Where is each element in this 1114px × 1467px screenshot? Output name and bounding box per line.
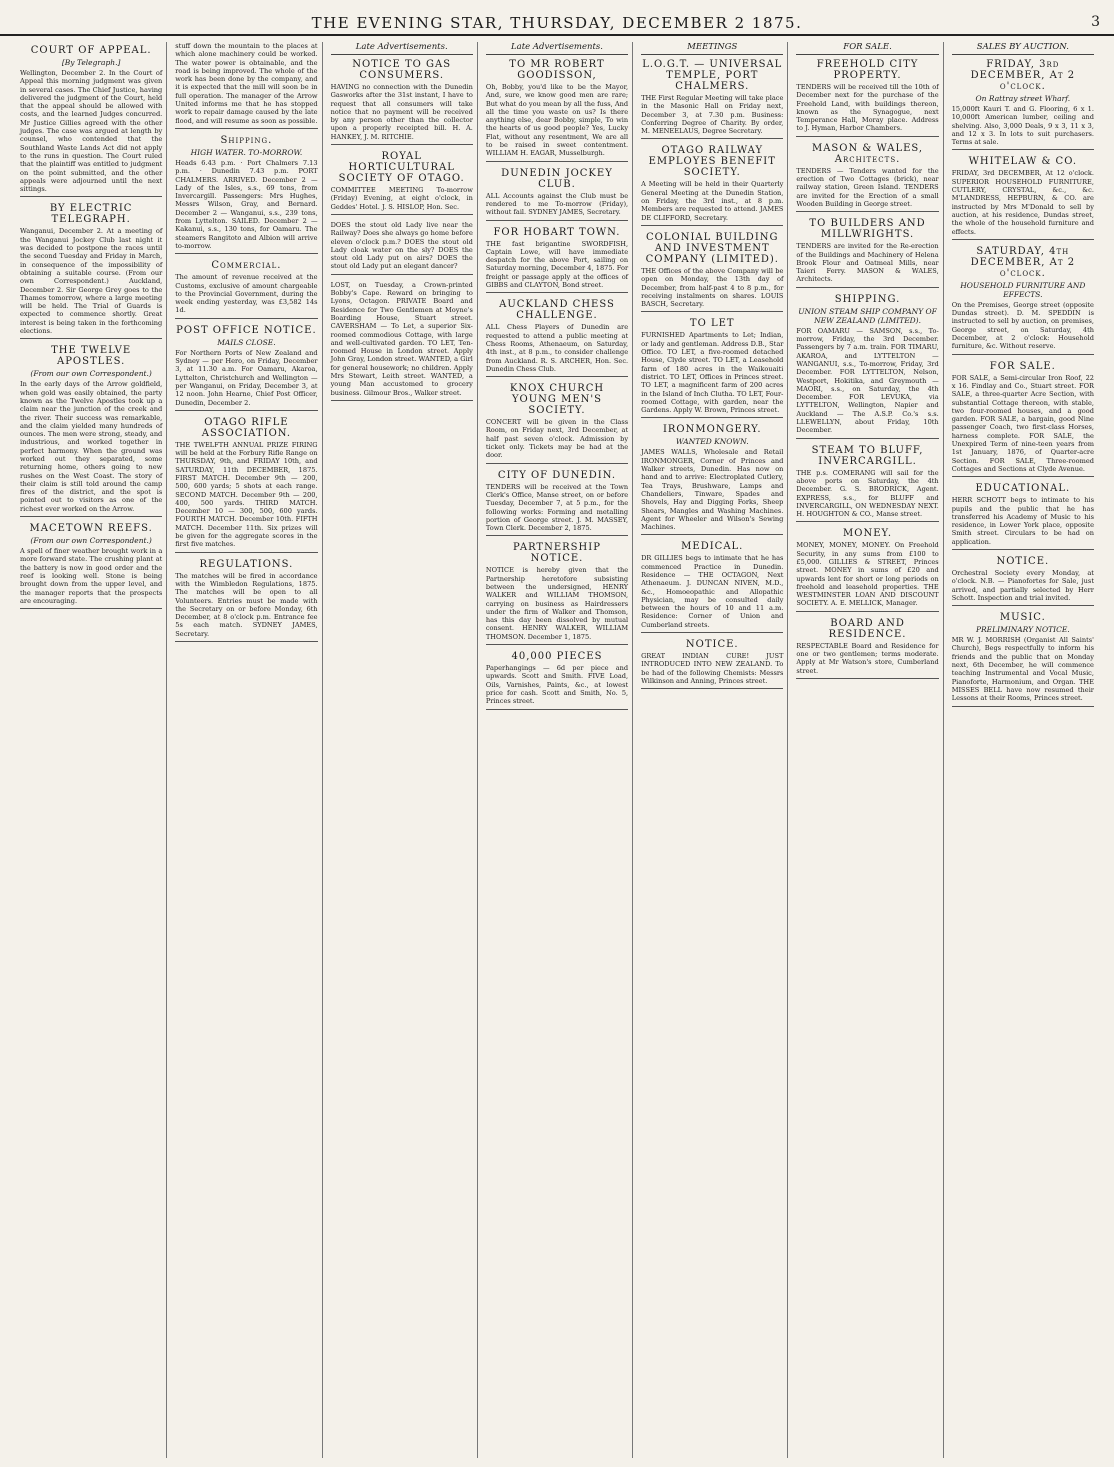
section-divider <box>486 220 628 221</box>
section-title: BY ELECTRIC TELEGRAPH. <box>49 203 133 226</box>
section-title: ROYAL HORTICULTURAL SOCIETY OF OTAGO. <box>338 151 465 185</box>
section-subtitle: On Rattray street Wharf. <box>975 94 1071 103</box>
section-title: REGULATIONS. <box>199 558 294 570</box>
article-section <box>20 45 162 197</box>
section-title: OTAGO RIFLE ASSOCIATION. <box>201 416 292 439</box>
section-title: NOTICE. <box>685 639 739 651</box>
section-body: THE Offices of the above Company will be open on Monday, the 13th day of December, from half-past 4 to 8 p.m., for receiving instalments on shares. LOUIS BASCH, Secretary. <box>641 266 784 309</box>
section-body: FOR OAMARU — SAMSON, s.s., To-morrow, Friday, the 3rd December. Passengers by 7 a.m. train. FOR TIMARU, AKAROA, and LYTTELTON — WANGANUI, s.s., To-morrow, Friday, 3rd December. FOR LYTTELTON, Nelson, Westport, Hokitika, and Greymouth — MAORI, s.s., on Saturday, the 4th December. FOR LEVUKA, via LYTTELTON, Wellington, Napier and Auckland — The A.S.P. Co.'s s.s. LLEWELLYN, about Friday, 10th December. <box>796 326 939 435</box>
section-title: IRONMONGERY. <box>662 424 762 436</box>
section-subtitle: HIGH WATER. TO-MORROW. <box>190 147 303 157</box>
section-divider <box>331 214 473 215</box>
column-6 <box>792 42 943 1458</box>
section-body: LOST, on Tuesday, a Crown-printed Bobby's Cape. Reward on bringing to Lyons, Octagon. PRIVATE Board and Residence for Two Gentlemen at Moyne's Boarding House, Stuart street. CAVERSHAM — To Let, a superior Six-roomed commodious Cottage, with large and well-cultivated garden. TO LET, Ten-roomed House in London street. Apply John Gray, London street. WANTED, a Girl for general housework; no children. Apply Mrs Stewart, Leith street. WANTED, a young Man accustomed to grocery business. Gilmour Bros., Walker street. <box>330 280 473 397</box>
section-body: stuff down the mountain to the places at which alone machinery could be worked. The water power is obtainable, and the road is being improved. The whole of the work has been done by the company, and it is expected that the mill will soon be in full operation. The manager of the Arrow United informs me that he has stopped work to repair damage caused by the late flood, and will resume as soon as possible. <box>175 42 318 125</box>
section-divider <box>952 239 1094 240</box>
section-body: MONEY, MONEY, MONEY. On Freehold Security, in any sums from £100 to £5,000. GILLIES & STREET, Princes street. MONEY in sums of £20 and upwards lent for short or long periods on freehold and leasehold properties. THE WESTMINSTER LOAN AND DISCOUNT SOCIETY. A. E. MELLICK, Manager. <box>796 541 939 608</box>
article-section <box>20 203 162 339</box>
section-divider <box>175 253 317 254</box>
section-body: TENDERS will be received till the 10th of December next for the purchase of the Freehold Land, with buildings thereon, known as the Synagogue, next Temperance Hall, Moray place. Address to J. Hyman, Harbor Chambers. <box>796 83 939 133</box>
section-body: THE fast brigantine SWORDFISH, Captain Lowe, will have immediate despatch for the above Port, sailing on Saturday morning, December 4, 1875. For freight or passage apply at the offices of GIBBS and CLAYTON, Bond street. <box>485 239 629 290</box>
article-section <box>486 227 628 294</box>
section-body: Wanganui, December 2. At a meeting of the Wanganui Jockey Club last night it was decided to postpone the races until the second Tuesday and Friday in March, in consequence of the impossibility of obtaining a suitable course. (From our own Correspondent.) Auckland, December 2. Sir George Grey goes to the Thames tomorrow, where a large meeting will be held. The Trial of Guards is expected to commence shortly. Great interest is being taken in the forthcoming elections. <box>20 227 163 336</box>
columns-container <box>16 42 1098 1458</box>
column-5 <box>637 42 788 1458</box>
column-heading: FOR SALE. <box>796 42 938 55</box>
section-title: POST OFFICE NOTICE. <box>176 324 317 336</box>
section-divider <box>20 338 162 339</box>
section-divider <box>796 136 938 137</box>
section-body: ALL Accounts against the Club must be rendered to me To-morrow (Friday), without fail. SYDNEY JAMES, Secretary. <box>485 191 629 217</box>
section-divider <box>641 632 783 633</box>
column-heading: Late Advertisements. <box>331 42 473 55</box>
section-body: MR W. J. MORRISH (Organist All Saints' Church), Begs respectfully to inform his friends and the public that on Monday next, 6th December, he will commence teaching Instrumental and Vocal Music, Pianoforte, Harmonium, and Organ. THE MISSES BELL have now resumed their Lessons at their Rooms, Princes street. <box>951 636 1094 703</box>
article-section <box>486 59 628 162</box>
section-subtitle: WANTED KNOWN. <box>675 437 749 447</box>
column-4 <box>482 42 633 1458</box>
article-section <box>486 651 628 709</box>
section-divider <box>952 476 1094 477</box>
section-title: STEAM TO BLUFF, INVERCARGILL. <box>811 444 924 467</box>
article-section <box>175 42 317 129</box>
section-title: NOTICE. <box>996 555 1050 567</box>
section-body: FURNISHED Apartments to Let; Indian, or lady and gentleman. Address D.B., Star Office. TO LET, a five-roomed detached House, Clyde street. TO LET, a Leasehold farm of 180 acres in the Waikouaiti district. TO LET, Offices in Princes street. TO LET, a magnificent farm of 200 acres in the Island of Inch Clutha. TO LET, Four-roomed Cottage, with garden, near the Gardens. Apply W. Brown, Princes street. <box>641 331 784 415</box>
section-divider <box>486 376 628 377</box>
section-divider <box>952 354 1094 355</box>
section-subtitle: (From our own Correspondent.) <box>30 536 152 546</box>
section-divider <box>486 161 628 162</box>
section-body: A spell of finer weather brought work in a more forward state. The crushing plant at the battery is now in good order and the reef is looking well. Stone is being brought down from the upper level, and the manager reports that the prospects are encouraging. <box>20 547 163 605</box>
section-body: THE TWELFTH ANNUAL PRIZE FIRING will be held at the Forbury Rifle Range on THURSDAY, 9th, and FRIDAY 10th, and SATURDAY, 11th DECEMBER, 1875. FIRST MATCH. December 9th — 200, 500, 600 yards; 5 shots at each range. SECOND MATCH. December 9th — 200, 400, 500 yards. THIRD MATCH. December 10 — 300, 500, 600 yards. FOURTH MATCH. December 10th. FIFTH MATCH. December 11th. Six prizes will be given for the aggregate scores in the first five matches. <box>175 440 318 549</box>
section-divider <box>331 274 473 275</box>
article-section <box>331 281 473 401</box>
section-body: A Meeting will be held in their Quarterly General Meeting at the Dunedin Station, on Friday, the 3rd inst., at 8 p.m. Members are requested to attend. JAMES DE CLIFFORD, Secretary. <box>641 180 784 222</box>
article-section <box>331 221 473 275</box>
section-divider <box>486 709 628 710</box>
section-divider <box>20 608 162 609</box>
section-divider <box>952 706 1094 707</box>
section-divider <box>486 644 628 645</box>
section-divider <box>796 521 938 522</box>
section-divider <box>796 611 938 612</box>
section-body: TENDERS are invited for the Re-erection of the Buildings and Machinery of Helena Brook Flour and Oatmeal Mills, near Taieri Ferry. MASON & WALES, Architects. <box>796 242 939 284</box>
section-title: FRIDAY, 3rd DECEMBER, At 2 o'clock. <box>970 59 1076 92</box>
section-body: Wellington, December 2. In the Court of Appeal this morning judgment was given in several cases. The Chief Justice, having delivered the judgment of the Court, held that the appeal should be allowed with costs, and the learned Judges concurred. Mr Justice Gillies agreed with the other judges. The case was argued at length by counsel, who contended that the Southland Waste Lands Act did not apply to the runs in question. The Court ruled that the plaintiff was entitled to judgment on the point submitted, and the other appeals were adjourned until the next sittings. <box>20 69 163 194</box>
section-title: 40,000 PIECES <box>511 651 603 663</box>
newspaper-title: THE EVENING STAR, THURSDAY, DECEMBER 2 1875. <box>311 14 803 32</box>
article-section <box>175 260 317 318</box>
article-section <box>175 325 317 411</box>
article-section <box>796 143 938 212</box>
section-title: SATURDAY, 4th DECEMBER, At 2 o'clock. <box>970 245 1076 279</box>
column-3 <box>327 42 478 1458</box>
section-title: AUCKLAND CHESS CHALLENGE. <box>499 299 615 322</box>
article-section <box>952 483 1094 550</box>
section-divider <box>175 128 317 129</box>
section-divider <box>486 292 628 293</box>
article-section <box>952 246 1094 355</box>
section-title: TO LET <box>689 318 735 330</box>
section-title: PARTNERSHIP NOTICE. <box>513 542 601 565</box>
section-title: MEDICAL. <box>681 541 744 553</box>
article-section <box>486 299 628 377</box>
section-title: OTAGO RAILWAY EMPLOYES BENEFIT SOCIETY. <box>648 145 776 179</box>
section-title: WHITELAW & CO. <box>968 156 1077 168</box>
section-title: FREEHOLD CITY PROPERTY. <box>816 59 919 81</box>
section-divider <box>20 516 162 517</box>
section-title: MASON & WALES, Architects. <box>811 142 924 165</box>
section-divider <box>641 534 783 535</box>
column-1 <box>16 42 167 1458</box>
article-section <box>486 470 628 537</box>
section-body: In the early days of the Arrow goldfield, when gold was easily obtained, the party known as the Twelve Apostles took up a claim near the junction of the creek and the river. Their success was remarkable, and the claim yielded many hundreds of ounces. The men were strong, steady, and industrious, and worked together in perfect harmony. When the ground was worked out they separated, some returning home, others going to new rushes on the West Coast. The story of their claim is still told around the camp fires of the district, and the spot is pointed out to visitors as one of the richest ever worked on the Arrow. <box>20 380 163 513</box>
article-section <box>641 318 783 418</box>
section-body: DOES the stout old Lady live near the Railway? Does she always go home before eleven o'clock p.m.? DOES the stout old Lady cloak water on the sly? DOES the stout old Lady put on airs? DOES the stout old Lady put an elegant dancer? <box>330 220 473 271</box>
section-body: 15,000ft Kauri T. and G. Flooring, 6 x 1. 10,000ft American lumber, ceiling and shelving. Also, 3,000 Deals, 9 x 3, 11 x 3, and 12 x 3. In lots to suit purchasers. Terms at sale. <box>951 105 1094 147</box>
section-divider <box>641 138 783 139</box>
section-subtitle: HOUSEHOLD FURNITURE AND EFFECTS. <box>960 280 1086 299</box>
section-subtitle: MAILS CLOSE. <box>217 337 276 347</box>
article-section <box>952 612 1094 706</box>
section-title: Shipping. <box>220 134 273 146</box>
section-title: FOR HOBART TOWN. <box>493 226 621 238</box>
article-section <box>641 639 783 689</box>
section-divider <box>952 149 1094 150</box>
article-section <box>486 542 628 645</box>
article-section <box>486 383 628 463</box>
section-title: BOARD AND RESIDENCE. <box>828 617 907 640</box>
section-divider <box>175 641 317 642</box>
section-body: ALL Chess Players of Dunedin are requested to attend a public meeting at Chess Rooms, Athenaeum, on Saturday, 4th inst., at 8 p.m., to consider challenge from Auckland. R. S. ARCHER, Hon. Sec. Dunedin Chess Club. <box>485 323 629 373</box>
article-section <box>641 541 783 633</box>
section-divider <box>796 287 938 288</box>
section-body: CONCERT will be given in the Class Room, on Friday next, 3rd December, at half past seven o'clock. Admission by ticket only. Tickets may be had at the door. <box>485 418 629 460</box>
section-body: RESPECTABLE Board and Residence for one or two gentlemen; terms moderate. Apply at Mr Watson's store, Cumberland street. <box>796 641 939 675</box>
article-section <box>331 59 473 145</box>
section-divider <box>486 535 628 536</box>
section-subtitle: (From our own Correspondent.) <box>30 369 152 379</box>
section-title: TO MR ROBERT GOODISSON, <box>509 59 605 81</box>
article-section <box>796 528 938 611</box>
article-section <box>331 151 473 215</box>
article-section <box>796 618 938 679</box>
section-body: JAMES WALLS, Wholesale and Retail IRONMONGER, Corner of Princes and Walker streets, Dunedin. Has now on hand and to arrive: Electroplated Cutlery, Tea Trays, Brushware, Lamps and Chandeliers, Tinware, Spades and Shovels, Hay and Digging Forks, Sheep Shears, Mangles and Washing Machines. Agent for Wheeler and Wilson's Sewing Machines. <box>641 448 784 532</box>
article-section <box>796 294 938 439</box>
section-title: DUNEDIN JOCKEY CLUB. <box>501 167 613 190</box>
column-heading: MEETINGS <box>641 42 783 55</box>
article-section <box>796 59 938 137</box>
section-title: THE TWELVE APOSTLES. <box>51 345 132 368</box>
section-title: SHIPPING. <box>834 293 901 305</box>
article-section <box>20 523 162 609</box>
section-divider <box>641 225 783 226</box>
section-title: TO BUILDERS AND MILLWRIGHTS. <box>809 218 926 241</box>
section-body: Oh, Bobby, you'd like to be the Mayor, And, sure, we know good men are rare; But what do you mean by all the fuss, And all the time you waste on us? Is there anything else, dear Bobby, simple, To win the hearts of us good people? Yes, Lucky Flat, without any resentment, We are all to be raised in sweet contentment. WILLIAM H. EAGAR, Musselburgh. <box>485 83 629 158</box>
section-divider <box>331 144 473 145</box>
article-section <box>175 417 317 553</box>
section-title: L.O.G.T. — UNIVERSAL TEMPLE, PORT CHALMERS. <box>642 59 783 92</box>
section-divider <box>641 417 783 418</box>
section-body: Orchestral Society every Monday, at o'clock. N.B. — Pianofortes for Sale, just arrived, and partially selected by Herr Schott. Inspection and trial invited. <box>951 568 1094 602</box>
section-subtitle: [By Telegraph.] <box>61 58 121 67</box>
section-title: MACETOWN REEFS. <box>29 523 153 535</box>
column-heading: Late Advertisements. <box>486 42 628 55</box>
section-title: CITY OF DUNEDIN. <box>497 469 617 481</box>
section-divider <box>641 688 783 689</box>
section-title: Commercial. <box>211 260 282 272</box>
section-body: TENDERS will be received at the Town Clerk's Office, Manse street, on or before Tuesday, December 7, at 5 p.m., for the following works: Forming and metalling portion of George street. J. M. MASSEY, Town Clerk. December 2, 1875. <box>485 482 629 533</box>
section-body: GREAT INDIAN CURE! JUST INTRODUCED INTO NEW ZEALAND. To be had of the following Chemists: Messrs Wilkinson and Anning, Princes street. <box>641 652 784 685</box>
article-section <box>952 361 1094 478</box>
section-subtitle: PRELIMINARY NOTICE. <box>975 625 1070 635</box>
section-divider <box>175 410 317 411</box>
section-body: On the Premises, George street (opposite Dundas street). D. M. SPEDDIN is instructed to sell by auction, on premises, George street, on Saturday, 4th December, at 2 o'clock: Household furniture, &c. Without reserve. <box>951 300 1094 351</box>
section-title: FOR SALE. <box>989 360 1056 372</box>
section-body: Paperhangings — 6d per piece and upwards. Scott and Smith. FIVE Load, Oils, Varnishes, Paints, &c., at lowest price for cash. Scott and Smith, No. 5, Princes street. <box>485 664 629 706</box>
article-section <box>641 232 783 312</box>
section-title: NOTICE TO GAS CONSUMERS. <box>352 59 452 81</box>
section-body: For Northern Ports of New Zealand and Sydney — per Hero, on Friday, December 3, at 11.30 a.m. For Oamaru, Akaroa, Lyttelton, Christchurch and Wellington — per Wanganui, on Friday, December 3, at 12 noon. John Hearne, Chief Post Officer, Dunedin, December 2. <box>175 348 318 407</box>
column-7 <box>948 42 1098 1458</box>
section-divider <box>331 400 473 401</box>
section-divider <box>952 605 1094 606</box>
section-body: Heads 6.43 p.m. · Port Chalmers 7.13 p.m. · Dunedin 7.43 p.m. PORT CHALMERS. ARRIVED. December 2 — Lady of the Isles, s.s., 69 tons, from Invercargill. Passengers: Mrs Hughes, Messrs Wilson, Gray, and Bernard. December 2 — Wanganui, s.s., 239 tons, from Lyttelton. SAILED. December 2 — Kakanui, s.s., 130 tons, for Oamaru. The steamers Rangitoto and Albion will arrive to-morrow. <box>175 158 318 250</box>
section-divider <box>641 311 783 312</box>
section-body: THE p.s. COMERANG will sail for the above ports on Saturday, the 4th December. G. S. BRODRICK, Agent. EXPRESS, s.s., for BLUFF and INVERCARGILL, ON WEDNESDAY NEXT. H. HOUGHTON & CO., Manse street. <box>796 468 939 519</box>
section-title: MUSIC. <box>999 612 1046 624</box>
section-divider <box>796 678 938 679</box>
article-section <box>796 445 938 523</box>
article-section <box>641 59 783 139</box>
article-section <box>486 168 628 221</box>
article-section <box>796 218 938 287</box>
section-title: COLONIAL BUILDING AND INVESTMENT COMPANY (LIMITED). <box>645 231 779 265</box>
section-divider <box>175 318 317 319</box>
section-subtitle: UNION STEAM SHIP COMPANY OF NEW ZEALAND (LIMITED). <box>798 306 937 325</box>
section-divider <box>20 196 162 197</box>
section-body: The matches will be fired in accordance with the Wimbledon Regulations, 1875. The matches will be open to all Volunteers. Entries must be made with the Secretary on or before Monday, 6th December, at 8 o'clock p.m. Entrance fee 5s each match. SYDNEY JAMES, Secretary. <box>175 571 318 638</box>
section-divider <box>175 552 317 553</box>
article-section <box>641 145 783 225</box>
section-body: NOTICE is hereby given that the Partnership heretofore subsisting between the undersigned, HENRY WALKER and WILLIAM THOMSON, carrying on business as Hairdressers under the firm of Walker and Thomson, has this day been dissolved by mutual consent. HENRY WALKER, WILLIAM THOMSON. December 1, 1875. <box>485 566 629 641</box>
section-body: THE First Regular Meeting will take place in the Masonic Hall on Friday next, December 3, at 7.30 p.m. Business: Conferring Degree of Charity. By order, M. MENEELAUS, Degree Secretary. <box>641 94 784 136</box>
section-body: HERR SCHOTT begs to intimate to his pupils and the public that he has transferred his Academy of Music to his residence, in Lower York place, opposite Smith street. Circulars to be had on application. <box>951 496 1094 546</box>
section-title: MONEY. <box>843 528 893 540</box>
section-body: HAVING no connection with the Dunedin Gasworks after the 31st instant, I have to request that all consumers will take notice that no payment will be received by any person other than the collector upon a properly receipted bill. H. A. HANKEY, J. M. RITCHIE. <box>330 83 473 141</box>
section-title: KNOX CHURCH YOUNG MEN'S SOCIETY. <box>509 383 605 417</box>
section-body: COMMITTEE MEETING To-morrow (Friday) Evening, at eight o'clock, in Geddes' Hotel. J. S. HISLOP, Hon. Sec. <box>330 186 473 211</box>
section-divider <box>796 211 938 212</box>
page-number: 3 <box>1091 14 1100 30</box>
masthead <box>0 0 1114 36</box>
section-divider <box>796 438 938 439</box>
article-section <box>175 135 317 254</box>
section-body: FOR SALE, a Semi-circular Iron Roof, 22 x 16. Findlay and Co., Stuart street. FOR SALE, a three-quarter Acre Section, with substantial Cottage thereon, with stable, two four-roomed houses, and a good garden. FOR SALE, a bargain, good Nine passenger Coach, two first-class Horses, harness complete. FOR SALE, the Unexpired Term of nine-teen years from 1st January, 1876, of Quarter-acre Section. FOR SALE, Three-roomed Cottages and Sections at Clyde Avenue. <box>951 373 1094 473</box>
article-section <box>175 559 317 642</box>
section-divider <box>486 463 628 464</box>
article-section <box>952 59 1094 150</box>
article-section <box>952 556 1094 606</box>
section-body: TENDERS — Tenders wanted for the erection of Two Cottages (brick), near railway station, Green Island. TENDERS are invited for the Erection of a small Wooden Building in George street. <box>796 166 939 208</box>
section-title: EDUCATIONAL. <box>975 483 1071 495</box>
section-divider <box>952 549 1094 550</box>
section-body: DR GILLIES begs to intimate that he has commenced Practice in Dunedin. Residence — THE OCTAGON, Next Athenaeum. J. DUNCAN NIVEN, M.D., &c., Homoeopathic and Allopathic Physician, may be consulted daily between the hours of 10 and 11 a.m. Residence: Corner of Union and Cumberland streets. <box>641 554 784 629</box>
article-section <box>952 156 1094 239</box>
column-2 <box>171 42 322 1458</box>
article-section <box>20 345 162 517</box>
section-body: The amount of revenue received at the Customs, exclusive of amount chargeable to the Provincial Government, during the week ending yesterday, was £3,582 14s 1d. <box>175 273 318 315</box>
column-heading: SALES BY AUCTION. <box>952 42 1094 55</box>
section-title: COURT OF APPEAL. <box>30 45 152 56</box>
article-section <box>641 424 783 535</box>
section-body: FRIDAY, 3rd DECEMBER, At 12 o'clock. SUPERIOR HOUSEHOLD FURNITURE, CUTLERY, CRYSTAL, &c., &c. M'LANDRESS, HEPBURN, & CO. are instructed by Mrs M'Donald to sell by auction, at his residence, Dundas street, the whole of the household furniture and effects. <box>951 169 1094 236</box>
